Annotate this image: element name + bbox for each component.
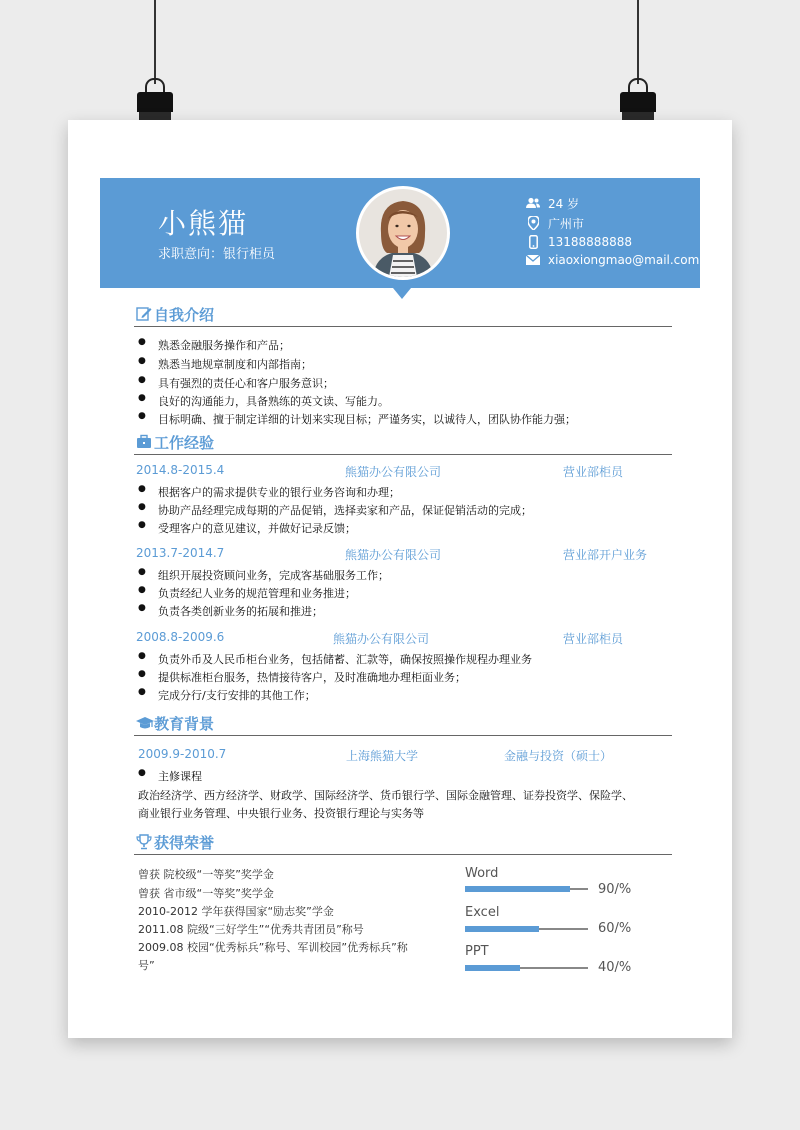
section-honors — [134, 832, 672, 855]
work-role: 营业部柜员 — [563, 632, 624, 646]
honor-item: 号” — [138, 959, 155, 972]
work-period: 2013.7-2014.7 — [136, 546, 225, 560]
users-icon — [524, 197, 542, 209]
work-period: 2008.8-2009.6 — [136, 630, 225, 644]
edit-icon — [136, 306, 152, 322]
header-pointer — [393, 288, 411, 299]
work-period: 2014.8-2015.4 — [136, 463, 225, 477]
contact-email: xiaoxiongmao@mail.com — [524, 251, 699, 269]
section-work-experience — [134, 432, 672, 455]
section-title: 工作经验 — [154, 434, 215, 452]
envelope-icon — [524, 255, 542, 265]
location-pin-icon — [524, 216, 542, 230]
skill-percent: 60/% — [598, 921, 632, 936]
honor-item: 曾获 院校级“一等奖”奖学金 — [138, 868, 274, 881]
skill-bar — [465, 967, 588, 969]
job-intent: 求职意向：银行柜员 — [158, 247, 276, 262]
work-company: 熊猫办公有限公司 — [345, 465, 442, 479]
skill-name: Excel — [465, 905, 500, 920]
contact-city: 广州市 — [524, 214, 584, 232]
section-education — [134, 713, 672, 736]
skill-name: PPT — [465, 944, 489, 959]
graduation-cap-icon — [136, 715, 152, 731]
skill-name: Word — [465, 866, 499, 881]
skill-bar-fill — [465, 965, 520, 971]
work-company: 熊猫办公有限公司 — [345, 548, 442, 562]
skill-bar — [465, 888, 588, 890]
contact-phone: 13188888888 — [524, 233, 632, 251]
section-title: 获得荣誉 — [154, 834, 215, 852]
section-title: 自我介绍 — [154, 306, 215, 324]
mobile-phone-icon — [524, 235, 542, 249]
work-company: 熊猫办公有限公司 — [333, 632, 430, 646]
course-list-line: 商业银行业务管理、中央银行业务、投资银行理论与实务等 — [138, 807, 424, 820]
skill-bar-fill — [465, 926, 539, 932]
honor-item: 2010-2012 学年获得国家“励志奖”学金 — [138, 905, 334, 918]
work-role: 营业部柜员 — [563, 465, 624, 479]
honor-item: 曾获 省市级“一等奖”奖学金 — [138, 887, 274, 900]
skill-bar — [465, 928, 588, 930]
edu-period: 2009.9-2010.7 — [138, 747, 227, 761]
candidate-name: 小熊猫 — [158, 207, 249, 240]
skill-percent: 40/% — [598, 960, 632, 975]
honor-item: 2009.08 校园“优秀标兵”称号、军训校园”优秀标兵”称 — [138, 941, 408, 954]
section-self-intro — [134, 304, 672, 327]
edu-school: 上海熊猫大学 — [346, 749, 419, 763]
skill-bar-fill — [465, 886, 570, 892]
avatar — [356, 186, 450, 280]
section-title: 教育背景 — [154, 715, 215, 733]
trophy-icon — [136, 834, 152, 850]
briefcase-icon — [136, 434, 152, 450]
skill-percent: 90/% — [598, 882, 632, 897]
edu-degree: 金融与投资（硕士） — [504, 749, 613, 763]
contact-age: 24 岁 — [524, 194, 579, 212]
honor-item: 2011.08 院级“三好学生”“优秀共青团员”称号 — [138, 923, 364, 936]
course-list-line: 政治经济学、西方经济学、财政学、国际经济学、货币银行学、国际金融管理、证券投资学、保险学、 — [138, 789, 633, 802]
work-role: 营业部开户业务 — [563, 548, 648, 562]
